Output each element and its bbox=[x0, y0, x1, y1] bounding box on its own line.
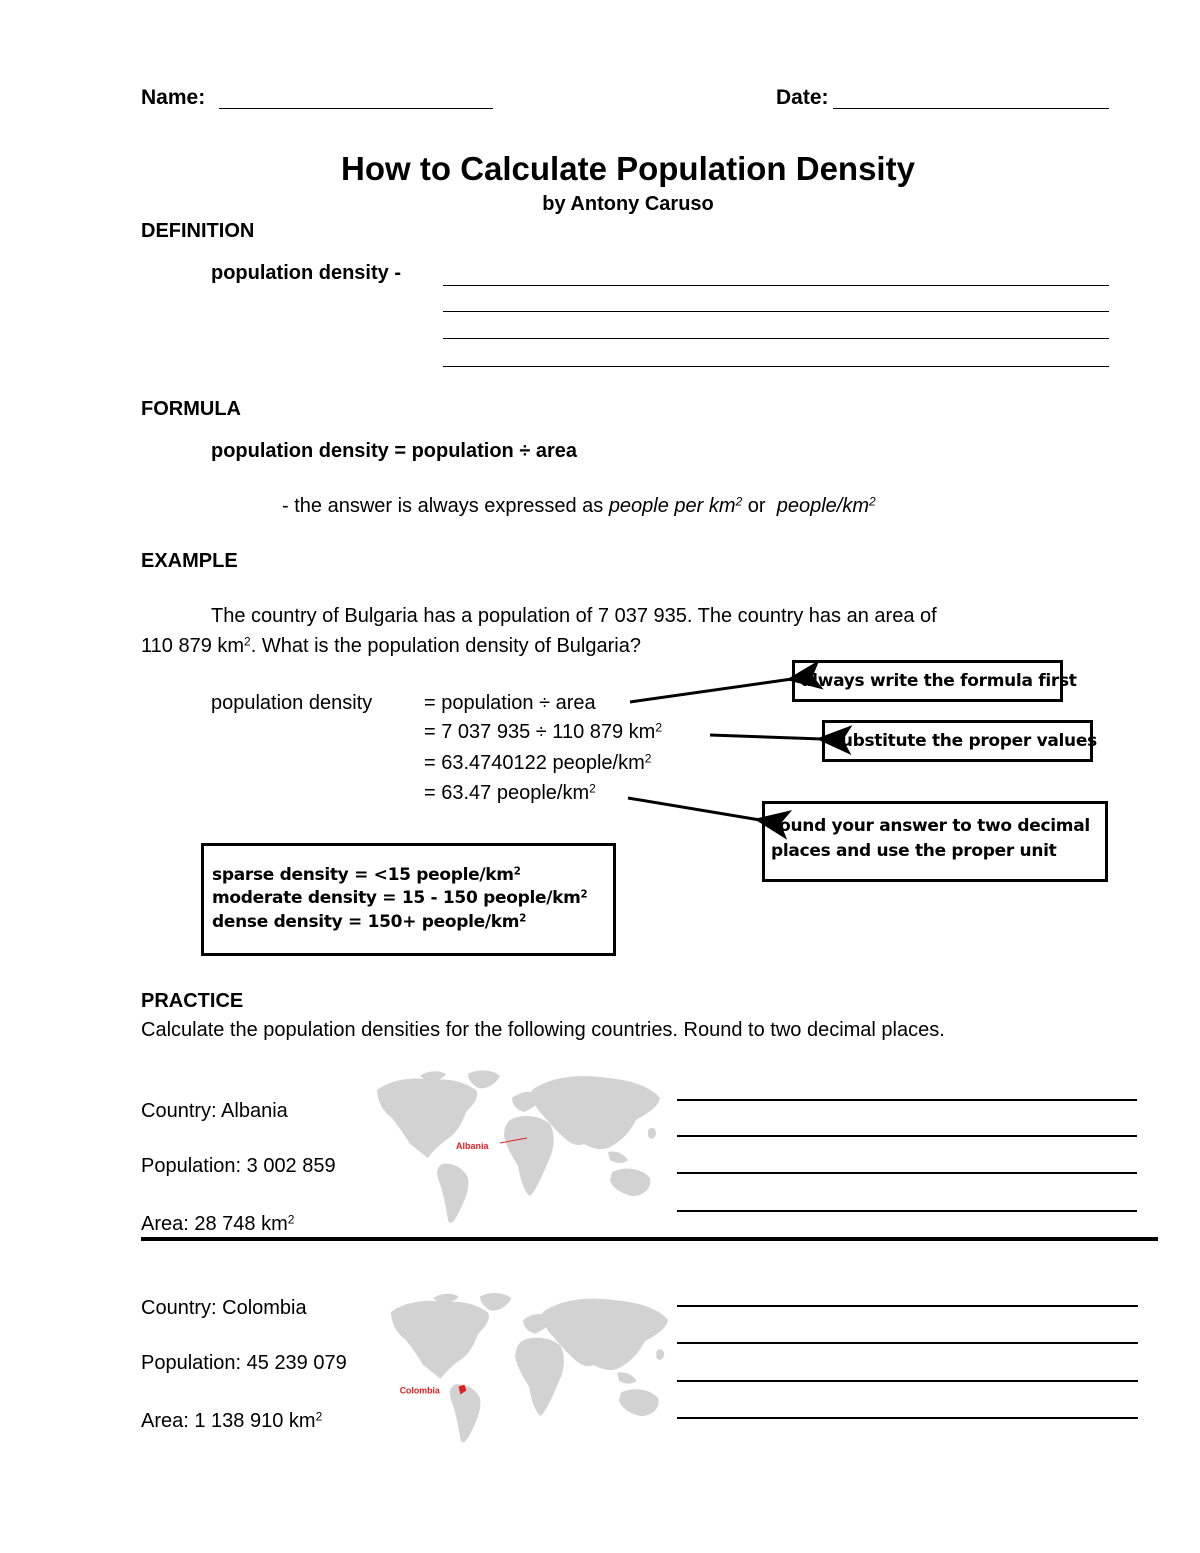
author: by Antony Caruso bbox=[542, 193, 714, 215]
density-sparse: sparse density = <15 people/$km^2$ bbox=[212, 865, 521, 885]
albania-answer-line-3[interactable] bbox=[677, 1172, 1137, 1174]
or-text: or bbox=[742, 495, 772, 517]
date-label: Date: bbox=[776, 86, 829, 109]
arrow-round bbox=[628, 798, 760, 820]
albania-population: Population: 3 002 859 bbox=[141, 1155, 336, 1177]
albania-answer-line-4[interactable] bbox=[677, 1210, 1137, 1212]
section-divider bbox=[141, 1237, 1158, 1241]
albania-answer-line-1[interactable] bbox=[677, 1099, 1137, 1101]
example-problem-line2: 110 879 $km^2$. What is the population density of Bulgaria? bbox=[141, 634, 641, 657]
colombia-country: Country: Colombia bbox=[141, 1297, 307, 1319]
arrow-substitute bbox=[710, 735, 822, 739]
albania-country: Country: Albania bbox=[141, 1100, 288, 1122]
unit-people-km: people/$km^2$ bbox=[776, 494, 876, 517]
albania-world-map bbox=[372, 1068, 664, 1228]
example-step-3: = 63.4740122 people/$km^2$ bbox=[424, 751, 652, 774]
page-title: How to Calculate Population Density bbox=[341, 150, 915, 187]
colombia-world-map bbox=[386, 1290, 672, 1448]
formula-heading: FORMULA bbox=[141, 398, 241, 420]
example-step-1: = population ÷ area bbox=[424, 692, 596, 714]
colombia-answer-line-4[interactable] bbox=[677, 1417, 1138, 1419]
practice-instructions: Calculate the population densities for the following countries. Round to two decimal places. bbox=[141, 1019, 945, 1041]
colombia-answer-line-3[interactable] bbox=[677, 1380, 1138, 1382]
density-moderate: moderate density = 15 - 150 people/$km^2$ bbox=[212, 888, 588, 908]
definition-term: population density - bbox=[211, 262, 401, 284]
formula-equation: population density = population ÷ area bbox=[211, 440, 578, 462]
callout-round: round your answer to two decimal places and use the proper unit bbox=[762, 801, 1108, 882]
example-lhs: population density bbox=[211, 692, 373, 714]
example-heading: EXAMPLE bbox=[141, 550, 238, 572]
density-scale-box bbox=[201, 843, 616, 956]
density-dense: dense density = 150+ people/$km^2$ bbox=[212, 912, 526, 932]
colombia-area: Area: 1 138 910 $km^2$ bbox=[141, 1409, 323, 1432]
colombia-answer-line-1[interactable] bbox=[677, 1305, 1138, 1307]
albania-map-label: Albania bbox=[456, 1141, 489, 1151]
example-step-2: = 7 037 935 ÷ 110 879 $km^2$ bbox=[424, 720, 663, 743]
callout-formula-first: always write the formula first bbox=[792, 660, 1063, 702]
example-problem-line1: The country of Bulgaria has a population of 7 037 935. The country has an area of bbox=[211, 605, 937, 627]
callout-substitute: substitute the proper values bbox=[822, 720, 1093, 762]
arrow-formula-first bbox=[630, 679, 792, 702]
formula-note-prefix: - the answer is always expressed as bbox=[282, 495, 609, 517]
albania-area: Area: 28 748 $km^2$ bbox=[141, 1212, 295, 1235]
colombia-answer-line-2[interactable] bbox=[677, 1342, 1138, 1344]
example-step-4: = 63.47 people/$km^2$ bbox=[424, 781, 596, 804]
name-label: Name: bbox=[141, 86, 206, 109]
colombia-population: Population: 45 239 079 bbox=[141, 1352, 347, 1374]
unit-people-per-km: people per $km^2$ bbox=[608, 494, 743, 517]
colombia-map-label: Colombia bbox=[399, 1385, 440, 1396]
definition-heading: DEFINITION bbox=[141, 220, 255, 242]
albania-answer-line-2[interactable] bbox=[677, 1135, 1137, 1137]
practice-heading: PRACTICE bbox=[141, 990, 244, 1012]
